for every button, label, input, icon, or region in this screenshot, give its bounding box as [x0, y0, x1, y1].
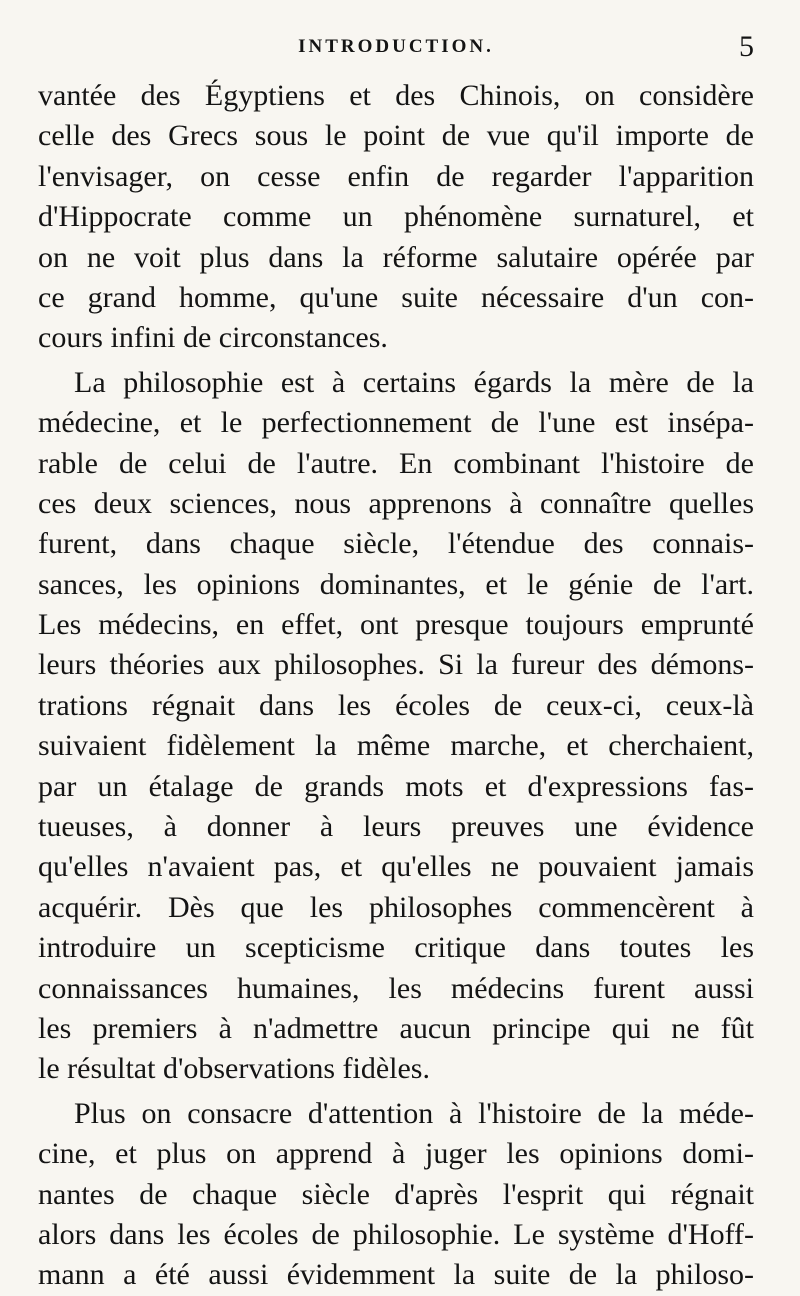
text-line: tueuses, à donner à leurs preuves une évidence: [38, 810, 754, 844]
text-line: qu'elles n'avaient pas, et qu'elles ne pouvaient jamais: [38, 850, 754, 884]
text-line: alors dans les écoles de philosophie. Le système d'Hoff-: [38, 1217, 754, 1251]
text-line: ces deux sciences, nous apprenons à connaître quelles: [38, 486, 754, 520]
text-line: La philosophie est à certains égards la mère de la: [74, 365, 754, 399]
running-title: INTRODUCTION.: [298, 36, 494, 57]
text-line: acquérir. Dès que les philosophes commencèrent à: [38, 890, 754, 924]
text-line: Plus on consacre d'attention à l'histoire de la méde-: [74, 1096, 754, 1130]
paragraph-2: [38, 363, 754, 1090]
text-line: nantes de chaque siècle d'après l'esprit qui régnait: [38, 1177, 754, 1211]
text-line: Les médecins, en effet, ont presque toujours emprunté: [38, 608, 754, 642]
text-line: introduire un scepticisme critique dans toutes les: [38, 931, 754, 965]
text-line: d'Hippocrate comme un phénomène surnaturel, et: [38, 200, 754, 234]
paragraph-3: [38, 1094, 754, 1296]
text-line: cours infini de circonstances.: [38, 321, 388, 355]
text-line: trations régnait dans les écoles de ceux-ci, ceux-là: [38, 688, 754, 722]
text-line: on ne voit plus dans la réforme salutaire opérée par: [38, 240, 754, 274]
text-line: celle des Grecs sous le point de vue qu'il importe de: [38, 119, 754, 153]
text-line: furent, dans chaque siècle, l'étendue des connais-: [38, 527, 754, 561]
page-header: [38, 30, 754, 66]
text-line: vantée des Égyptiens et des Chinois, on considère: [38, 79, 754, 112]
text-line: le résultat d'observations fidèles.: [38, 1052, 430, 1086]
paragraph-1: [38, 76, 754, 359]
text-line: connaissances humaines, les médecins furent aussi: [38, 971, 754, 1005]
text-line: leurs théories aux philosophes. Si la fureur des démons-: [38, 648, 754, 682]
page-number: 5: [739, 30, 754, 63]
text-line: les premiers à n'admettre aucun principe qui ne fût: [38, 1011, 754, 1045]
text-line: rable de celui de l'autre. En combinant l'histoire de: [38, 446, 754, 480]
text-line: mann a été aussi évidemment la suite de la philoso-: [38, 1258, 754, 1292]
text-line: médecine, et le perfectionnement de l'une est insépa-: [38, 406, 754, 440]
text-line: suivaient fidèlement la même marche, et cherchaient,: [38, 729, 754, 763]
text-line: cine, et plus on apprend à juger les opinions domi-: [38, 1137, 754, 1171]
text-line: par un étalage de grands mots et d'expressions fas-: [38, 769, 754, 803]
text-line: l'envisager, on cesse enfin de regarder l'apparition: [38, 159, 754, 193]
text-line: sances, les opinions dominantes, et le génie de l'art.: [38, 567, 754, 601]
body-text: [38, 76, 754, 1296]
text-line: ce grand homme, qu'une suite nécessaire d'un con-: [38, 280, 754, 314]
